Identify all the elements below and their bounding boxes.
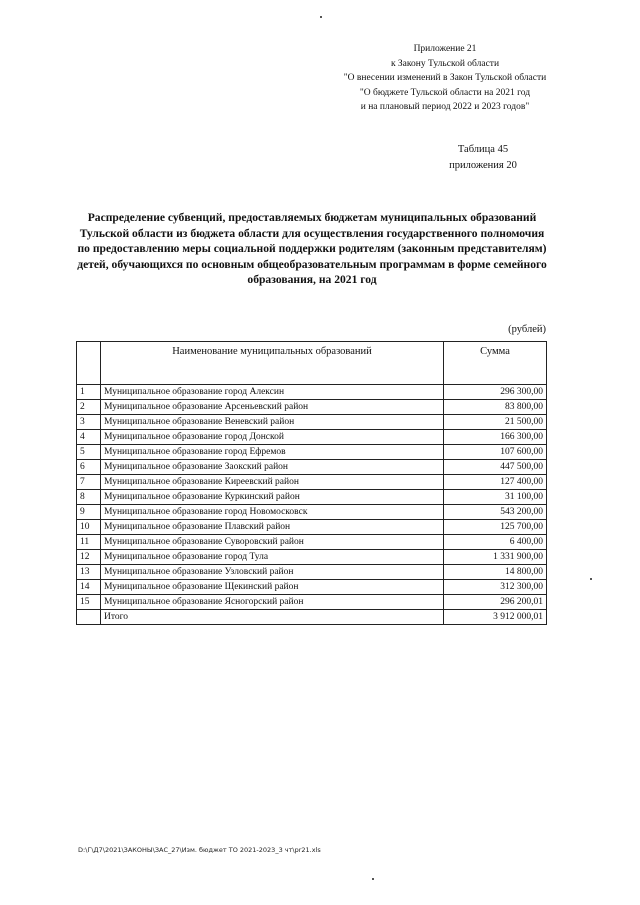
subsidy-amount: 83 800,00 [444, 400, 547, 415]
municipality-name: Муниципальное образование Плавский район [101, 520, 444, 535]
municipality-name: Муниципальное образование Арсеньевский район [101, 400, 444, 415]
header-line: к Закону Тульской области [390, 58, 500, 69]
table-row [77, 400, 547, 415]
municipality-name: Муниципальное образование город Алексин [101, 385, 444, 400]
municipality-name: Муниципальное образование Щекинский район [101, 580, 444, 595]
row-number: 7 [77, 475, 101, 490]
row-number: 9 [77, 505, 101, 520]
subsidy-amount: 296 200,01 [444, 595, 547, 610]
subsidy-amount: 1 331 900,00 [444, 550, 547, 565]
subsidy-amount: 21 500,00 [444, 415, 547, 430]
row-number: 15 [77, 595, 101, 610]
row-number: 13 [77, 565, 101, 580]
row-number: 4 [77, 430, 101, 445]
table-row [77, 460, 547, 475]
table-row [77, 550, 547, 565]
subsidy-amount: 31 100,00 [444, 490, 547, 505]
subsidy-amount: 127 400,00 [444, 475, 547, 490]
subsidy-amount: 14 800,00 [444, 565, 547, 580]
row-number: 2 [77, 400, 101, 415]
subsidy-amount: 296 300,00 [444, 385, 547, 400]
header-line: и на плановый период 2022 и 2023 годов" [360, 102, 530, 112]
header-line: Приложение 21 [413, 44, 477, 54]
header-number [77, 342, 101, 385]
table-row [77, 565, 547, 580]
municipality-name: Муниципальное образование Суворовский район [101, 535, 444, 550]
subsidy-amount: 107 600,00 [444, 445, 547, 460]
units-label: (рублей) [508, 324, 546, 335]
row-number: 1 [77, 385, 101, 400]
file-path: D:\Г\Д7\2021\ЗАКОНЫ\ЗАС_27\Изм. бюджет ТО 2021-2023_3 чт\pr21.xls [78, 846, 321, 854]
table-row [77, 415, 547, 430]
municipality-name: Муниципальное образование Веневский район [101, 415, 444, 430]
row-number: 14 [77, 580, 101, 595]
table-row [77, 505, 547, 520]
total-label: Итого [101, 610, 444, 625]
municipality-name: Муниципальное образование город Донской [101, 430, 444, 445]
municipality-name: Муниципальное образование город Ефремов [101, 445, 444, 460]
header-line: "О внесении изменений в Закон Тульской области [343, 73, 547, 83]
table-row [77, 490, 547, 505]
total-number-cell [77, 610, 101, 625]
header-name: Наименование муниципальных образований [101, 342, 444, 385]
municipality-name: Муниципальное образование Заокский район [101, 460, 444, 475]
municipality-name: Муниципальное образование Куркинский район [101, 490, 444, 505]
municipality-name: Муниципальное образование город Тула [101, 550, 444, 565]
subsidy-amount: 166 300,00 [444, 430, 547, 445]
scan-speck [320, 16, 322, 18]
total-amount: 3 912 000,01 [444, 610, 547, 625]
total-row [77, 610, 547, 625]
header-sum: Сумма [444, 342, 547, 385]
table-row [77, 535, 547, 550]
subsidy-amount: 125 700,00 [444, 520, 547, 535]
table-ref-line: приложения 20 [449, 160, 517, 171]
table-row [77, 580, 547, 595]
table-row [77, 520, 547, 535]
scan-speck [372, 878, 374, 880]
row-number: 8 [77, 490, 101, 505]
table-row [77, 475, 547, 490]
appendix-header [335, 42, 555, 115]
municipality-name: Муниципальное образование Киреевский район [101, 475, 444, 490]
row-number: 12 [77, 550, 101, 565]
table-row [77, 385, 547, 400]
row-number: 3 [77, 415, 101, 430]
municipality-name: Муниципальное образование город Новомосковск [101, 505, 444, 520]
subsidy-amount: 447 500,00 [444, 460, 547, 475]
table-row [77, 430, 547, 445]
row-number: 6 [77, 460, 101, 475]
table-reference [433, 142, 533, 174]
table-body [77, 385, 547, 625]
municipality-name: Муниципальное образование Ясногорский район [101, 595, 444, 610]
document-title: Распределение субвенций, предоставляемых бюджетам муниципальных образований Тульской области из бюджета области для осуществления государственного полномочия по предоставлению меры социальной поддержки родителям (законным представителям) детей, обучающихся по основным общеобразовательным программам в форме семейного образования, на 2021 год [77, 211, 547, 287]
row-number: 5 [77, 445, 101, 460]
subsidy-table [76, 341, 547, 625]
row-number: 10 [77, 520, 101, 535]
subsidy-amount: 543 200,00 [444, 505, 547, 520]
scan-speck [590, 578, 592, 580]
municipality-name: Муниципальное образование Узловский район [101, 565, 444, 580]
table-ref-line: Таблица 45 [457, 144, 509, 155]
row-number: 11 [77, 535, 101, 550]
table-header-row [77, 342, 547, 385]
subsidy-amount: 6 400,00 [444, 535, 547, 550]
table-row [77, 445, 547, 460]
header-line: "О бюджете Тульской области на 2021 год [359, 87, 531, 98]
subsidy-amount: 312 300,00 [444, 580, 547, 595]
table-row [77, 595, 547, 610]
